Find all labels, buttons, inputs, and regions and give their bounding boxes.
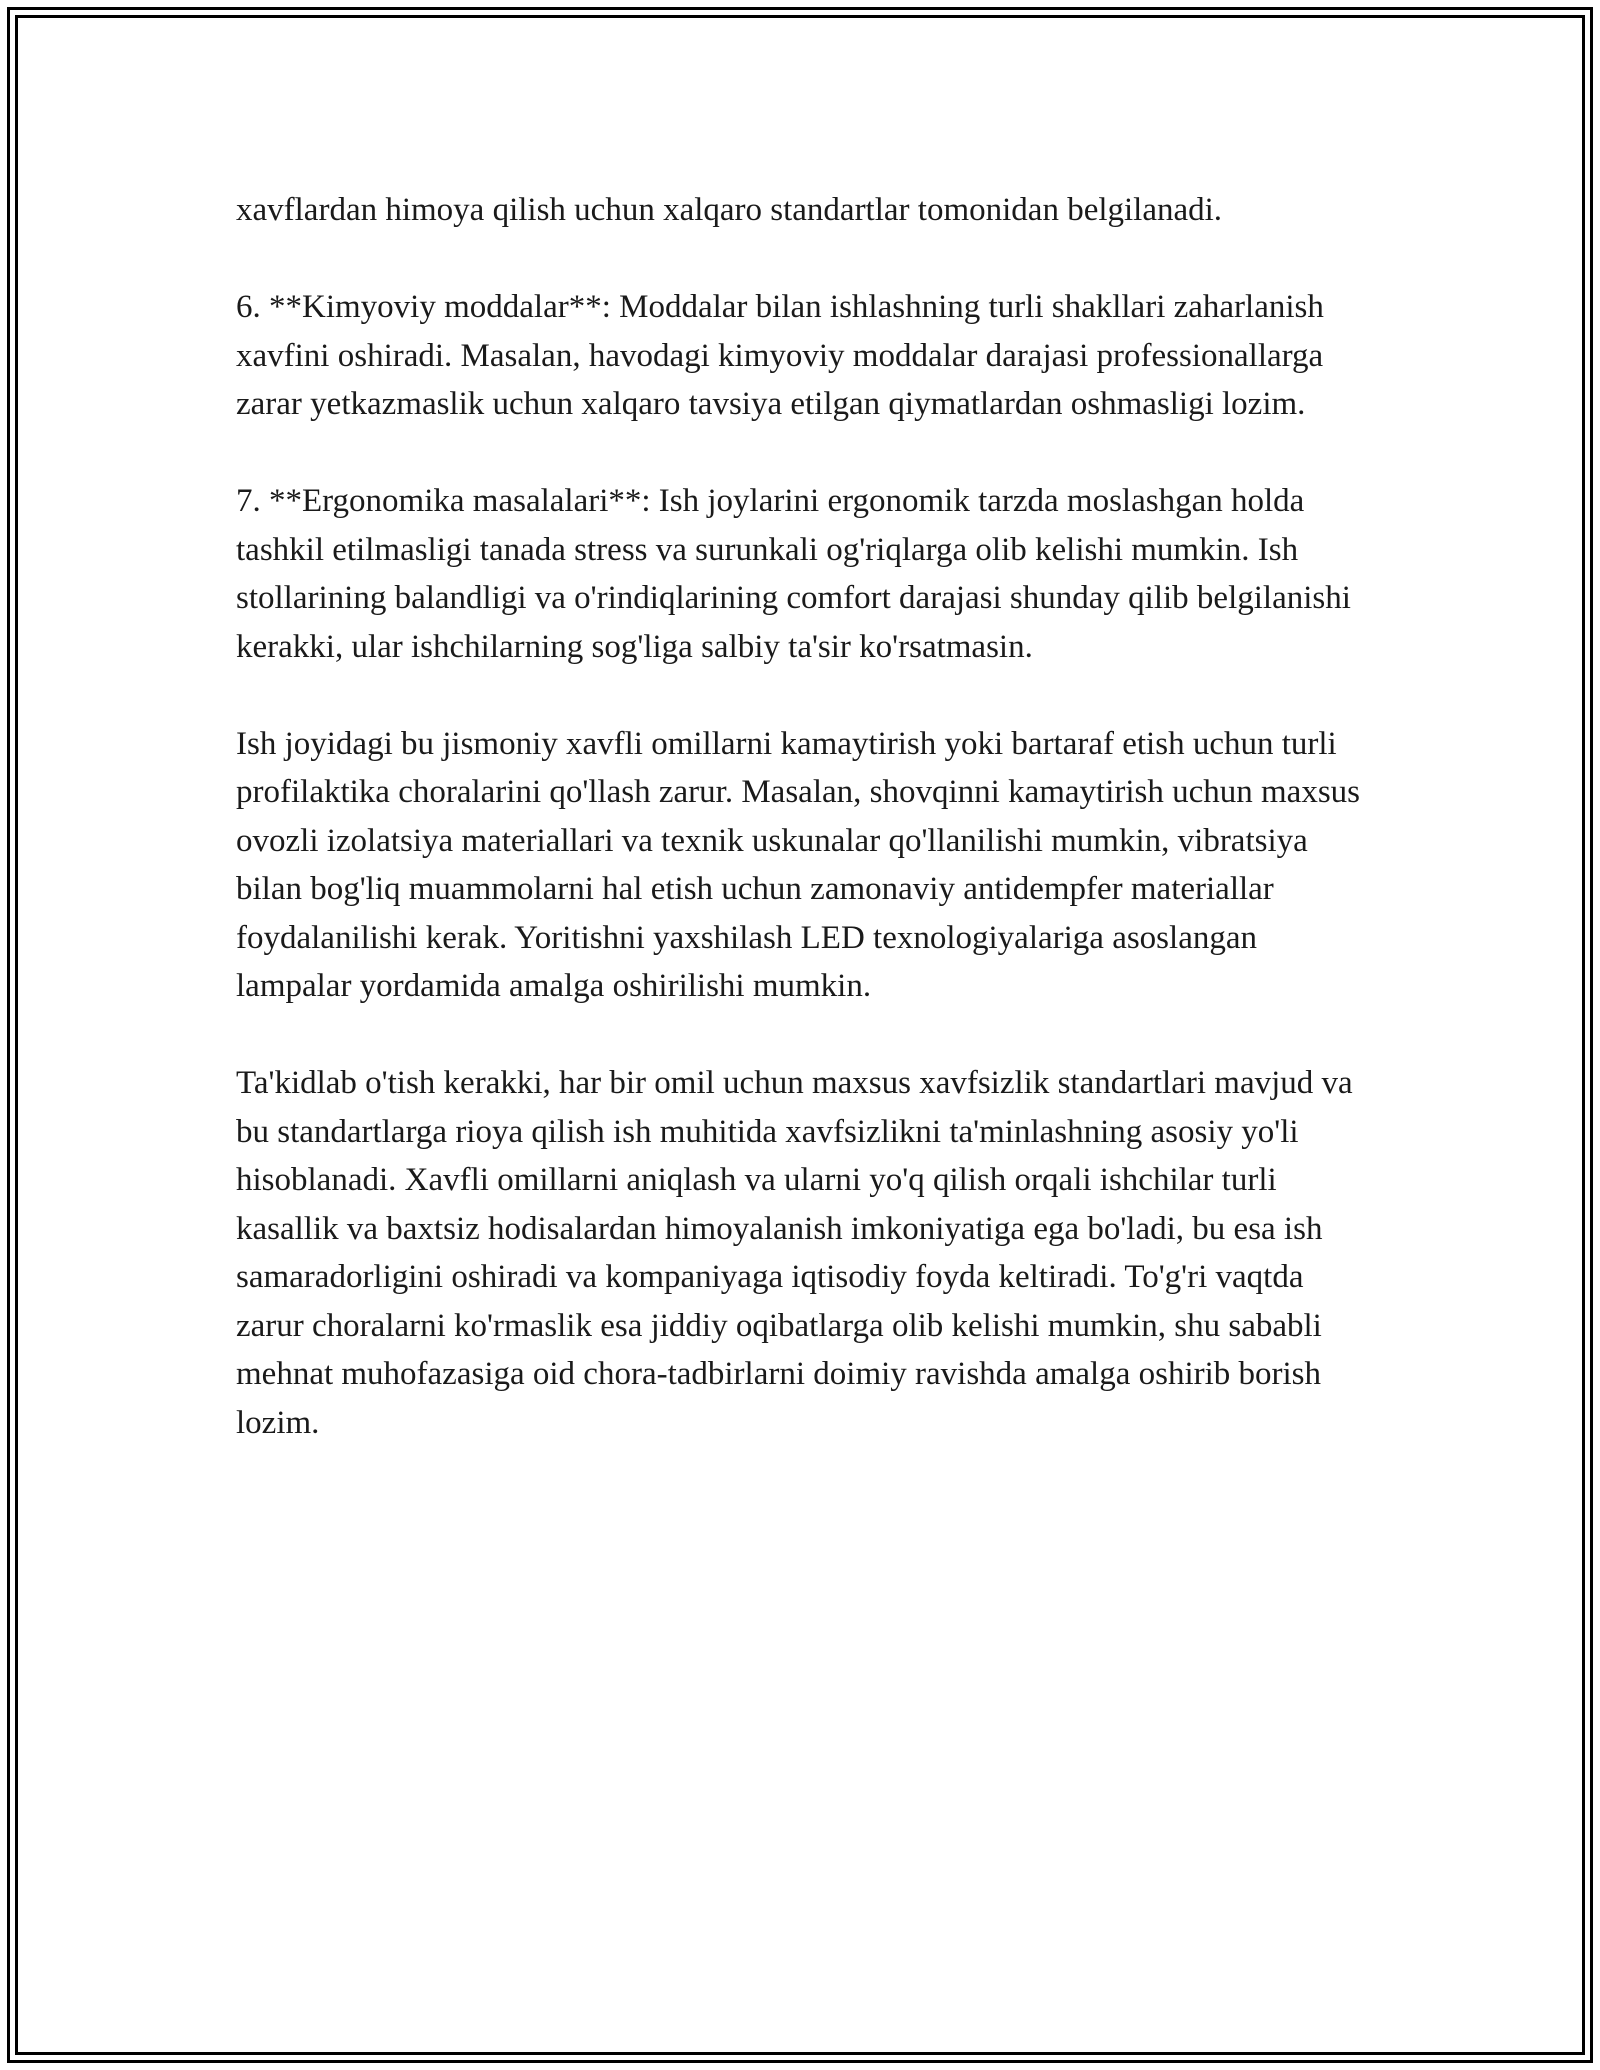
paragraph-ergonomics: 7. **Ergonomika masalalari**: Ish joylarini ergonomik tarzda moslashgan holda tashkil etilmasligi tanada stress va surunkali og'riqlarga olib kelishi mumkin. Ish stollarining balandligi va o'rindiqlarining comfort darajasi shunday qilib belgilanishi kerakki, ular ishchilarning sog'liga salbiy ta'sir ko'rsatmasin.	[236, 483, 1351, 665]
document-body	[236, 186, 1372, 1496]
paragraph-chemical-substances: 6. **Kimyoviy moddalar**: Moddalar bilan ishlashning turli shakllari zaharlanish xavfini oshiradi. Masalan, havodagi kimyoviy moddalar darajasi professionallarga zarar yetkazmaslik uchun xalqaro tavsiya etilgan qiymatlardan oshmasligi lozim.	[236, 289, 1324, 422]
paragraph-prevention-measures: Ish joyidagi bu jismoniy xavfli omillarni kamaytirish yoki bartaraf etish uchun turli profilaktika choralarini qo'llash zarur. Masalan, shovqinni kamaytirish uchun maxsus ovozli izolatsiya materiallari va texnik uskunalar qo'llanilishi mumkin, vibratsiya bilan bog'liq muammolarni hal etish uchun zamonaviy antidempfer materiallar foydalanilishi kerak. Yoritishni yaxshilash LED texnologiyalariga asoslangan lampalar yordamida amalga oshirilishi mumkin.	[236, 725, 1361, 1004]
paragraph-conclusion: Ta'kidlab o'tish kerakki, har bir omil uchun maxsus xavfsizlik standartlari mavjud va bu standartlarga rioya qilish ish muhitida xavfsizlikni ta'minlashning asosiy yo'li hisoblanadi. Xavfli omillarni aniqlash va ularni yo'q qilish orqali ishchilar turli kasallik va baxtsiz hodisalardan himoyalanish imkoniyatiga ega bo'ladi, bu esa ish samaradorligini oshiradi va kompaniyaga iqtisodiy foyda keltiradi. To'g'ri vaqtda zarur choralarni ko'rmaslik esa jiddiy oqibatlarga olib kelishi mumkin, shu sababli mehnat muhofazasiga oid chora-tadbirlarni doimiy ravishda amalga oshirib borish lozim.	[236, 1065, 1353, 1441]
paragraph-continuation: xavflardan himoya qilish uchun xalqaro standartlar tomonidan belgilanadi.	[236, 192, 1223, 228]
